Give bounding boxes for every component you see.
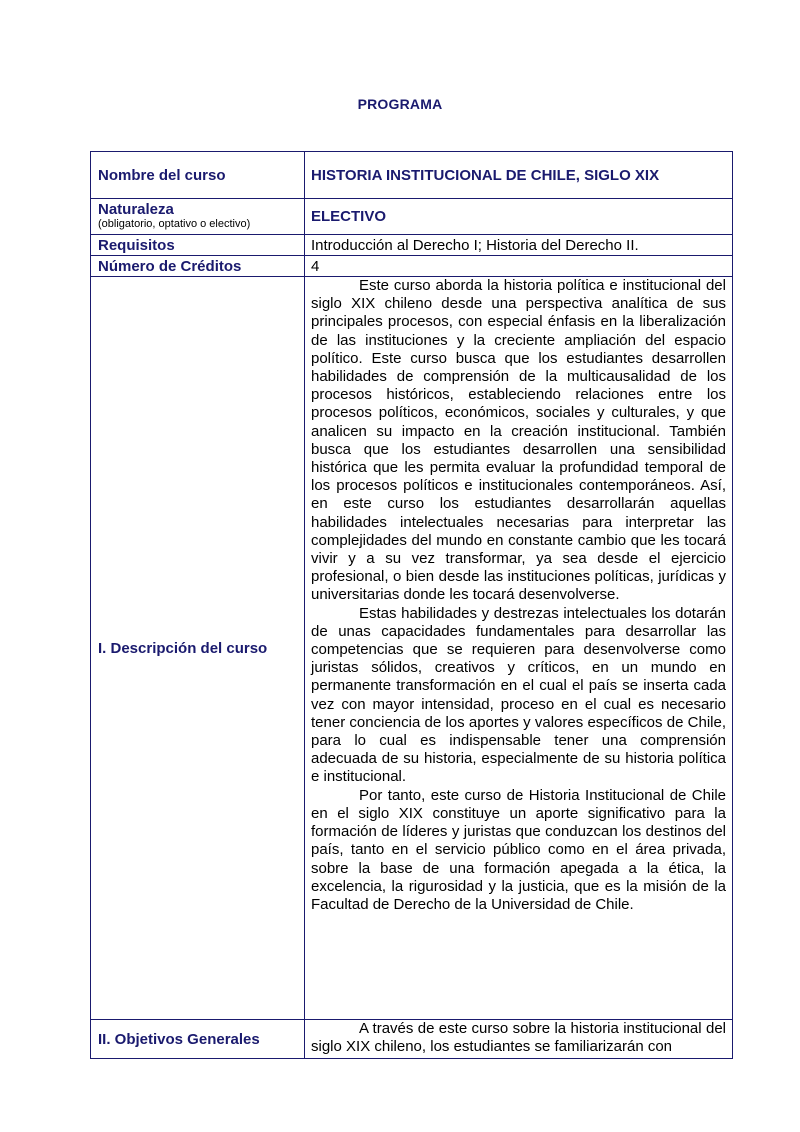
credits-value: 4: [305, 256, 733, 277]
row-nature: [91, 199, 733, 235]
objectives-paragraph: A través de este curso sobre la historia institucional del siglo XIX chileno, los estudiantes se familiarizarán con: [311, 1020, 726, 1056]
description-paragraph-2: Estas habilidades y destrezas intelectuales los dotarán de unas capacidades fundamentales para desarrollar las competencias que se requieren para desenvolverse como juristas sólidos, creativos y críticos, en un mundo en permanente transformación en el cual el país se inserta cada vez con mayor intensidad, proceso en el cual es necesario tener conciencia de los aportes y valores específicos de Chile, para lo cual es indispensable tener una comprensión adecuada de su historia, especialmente de su historia política e institucional.: [311, 604, 726, 786]
page-title: PROGRAMA: [357, 96, 443, 112]
nature-sublabel: (obligatorio, optativo o electivo): [98, 218, 251, 230]
course-name-value: HISTORIA INSTITUCIONAL DE CHILE, SIGLO XIX: [305, 152, 733, 199]
objectives-cell: [305, 1020, 733, 1059]
row-requirements: [91, 235, 733, 256]
row-course-name: [91, 152, 733, 199]
course-name-label: Nombre del curso: [91, 152, 305, 199]
program-table: [90, 151, 733, 1059]
description-paragraph-1: Este curso aborda la historia política e institucional del siglo XIX chileno desde una perspectiva analítica de sus principales procesos, con especial énfasis en la liberalización de las instituciones y la creciente ampliación del espacio político. Este curso busca que los estudiantes desarrollen habilidades de comprensión de la multicausalidad de los procesos históricos, estableciendo relaciones entre los procesos políticos, económicos, sociales y culturales, y que analicen su impacto en la creación institucional. También busca que los estudiantes desarrollen una sensibilidad histórica que les permita evaluar la profundidad temporal de los procesos políticos e institucionales contemporáneos. Así, en este curso los estudiantes desarrollarán aquellas habilidades intelectuales necesarias para interpretar las complejidades del mundo en constante cambio que les tocará vivir y a su vez transformar, ya sea desde el ejercicio profesional, o bien desde las instituciones políticas, jurídicas y universitarias donde les tocará desenvolverse.: [311, 277, 726, 604]
description-paragraph-3: Por tanto, este curso de Historia Institucional de Chile en el siglo XIX constituye un aporte significativo para la formación de líderes y juristas que conduzcan los destinos del país, tanto en el servicio público como en el área privada, sobre la base de una formación apegada a la ética, la excelencia, la rigurosidad y la justicia, que es la misión de la Facultad de Derecho de la Universidad de Chile.: [311, 786, 726, 913]
objectives-label: II. Objetivos Generales: [91, 1020, 305, 1059]
description-label: I. Descripción del curso: [91, 277, 305, 1020]
row-objectives: [91, 1020, 733, 1059]
requirements-value: Introducción al Derecho I; Historia del Derecho II.: [305, 235, 733, 256]
row-description: [91, 277, 733, 1020]
nature-value: ELECTIVO: [305, 199, 733, 235]
nature-label: Naturaleza: [98, 201, 174, 218]
requirements-label: Requisitos: [91, 235, 305, 256]
row-credits: [91, 256, 733, 277]
nature-label-cell: [91, 199, 305, 235]
description-cell: [305, 277, 733, 1020]
credits-label: Número de Créditos: [91, 256, 305, 277]
